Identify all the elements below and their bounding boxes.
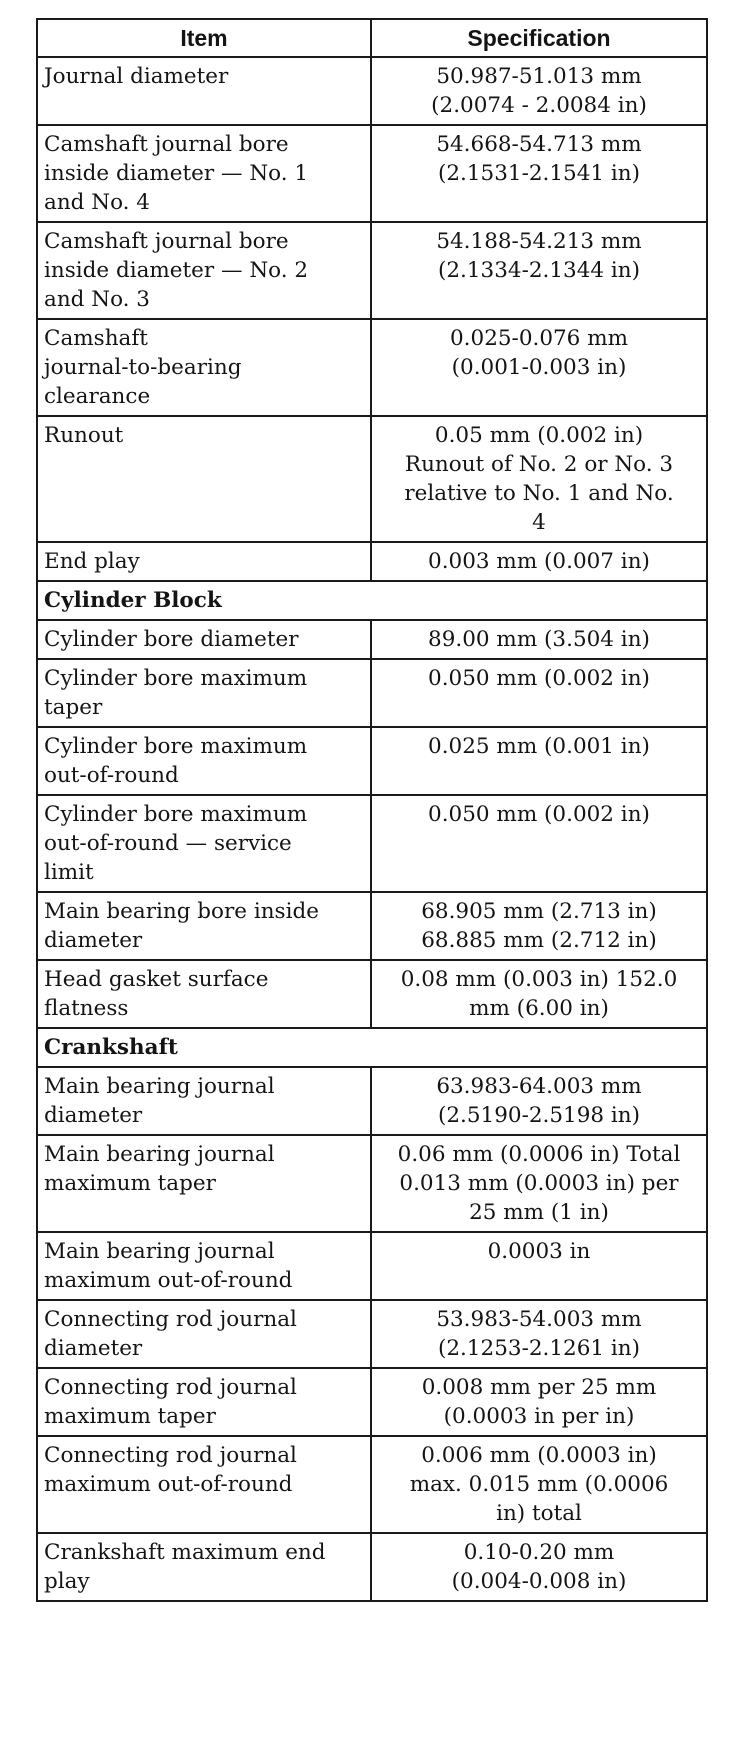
- spec-cell: 0.0003 in: [371, 1232, 707, 1300]
- item-cell: Camshaft journal-to-bearing clearance: [37, 319, 371, 416]
- table-row: [37, 542, 707, 581]
- item-cell: Main bearing bore inside diameter: [37, 892, 371, 960]
- item-cell: Connecting rod journal maximum taper: [37, 1368, 371, 1436]
- item-cell: Camshaft journal bore inside diameter — No. 1 and No. 4: [37, 125, 371, 222]
- table-row: [37, 659, 707, 727]
- section-heading-cylinder-block: Cylinder Block: [37, 581, 707, 620]
- spec-cell: 54.188-54.213 mm (2.1334-2.1344 in): [371, 222, 707, 319]
- table-row: [37, 620, 707, 659]
- item-cell: Runout: [37, 416, 371, 542]
- item-cell: Crankshaft maximum end play: [37, 1533, 371, 1601]
- table-row: [37, 222, 707, 319]
- item-cell: Cylinder bore maximum out-of-round — service limit: [37, 795, 371, 892]
- spec-cell: 0.025 mm (0.001 in): [371, 727, 707, 795]
- item-cell: Head gasket surface flatness: [37, 960, 371, 1028]
- item-cell: Main bearing journal maximum taper: [37, 1135, 371, 1232]
- spec-cell: 0.08 mm (0.003 in) 152.0 mm (6.00 in): [371, 960, 707, 1028]
- spec-cell: 54.668-54.713 mm (2.1531-2.1541 in): [371, 125, 707, 222]
- table-row: [37, 125, 707, 222]
- item-cell: Connecting rod journal maximum out-of-round: [37, 1436, 371, 1533]
- table-row: [37, 1436, 707, 1533]
- table-row: [37, 57, 707, 125]
- specification-table: [36, 18, 708, 1602]
- item-cell: Main bearing journal maximum out-of-round: [37, 1232, 371, 1300]
- spec-cell: 89.00 mm (3.504 in): [371, 620, 707, 659]
- table-row: [37, 1232, 707, 1300]
- specification-column-header: Specification: [371, 19, 707, 57]
- table-row: [37, 960, 707, 1028]
- spec-cell: 50.987-51.013 mm (2.0074 - 2.0084 in): [371, 57, 707, 125]
- item-cell: Cylinder bore maximum out-of-round: [37, 727, 371, 795]
- spec-cell: 0.025-0.076 mm (0.001-0.003 in): [371, 319, 707, 416]
- spec-cell: 0.06 mm (0.0006 in) Total 0.013 mm (0.0003 in) per 25 mm (1 in): [371, 1135, 707, 1232]
- item-cell: Main bearing journal diameter: [37, 1067, 371, 1135]
- table-row: [37, 1067, 707, 1135]
- table-row: [37, 1368, 707, 1436]
- table-row: [37, 319, 707, 416]
- item-cell: Cylinder bore maximum taper: [37, 659, 371, 727]
- table-row: [37, 1135, 707, 1232]
- spec-cell: 63.983-64.003 mm (2.5190-2.5198 in): [371, 1067, 707, 1135]
- item-cell: Camshaft journal bore inside diameter — No. 2 and No. 3: [37, 222, 371, 319]
- item-column-header: Item: [37, 19, 371, 57]
- spec-cell: 0.05 mm (0.002 in) Runout of No. 2 or No. 3 relative to No. 1 and No. 4: [371, 416, 707, 542]
- section-row: [37, 1028, 707, 1067]
- spec-cell: 0.008 mm per 25 mm (0.0003 in per in): [371, 1368, 707, 1436]
- table-row: [37, 1533, 707, 1601]
- spec-cell: 68.905 mm (2.713 in) 68.885 mm (2.712 in): [371, 892, 707, 960]
- table-row: [37, 795, 707, 892]
- spec-cell: 0.050 mm (0.002 in): [371, 659, 707, 727]
- item-cell: End play: [37, 542, 371, 581]
- table-row: [37, 1300, 707, 1368]
- section-heading-crankshaft: Crankshaft: [37, 1028, 707, 1067]
- section-row: [37, 581, 707, 620]
- item-cell: Connecting rod journal diameter: [37, 1300, 371, 1368]
- header-row: [37, 19, 707, 57]
- spec-cell: 0.10-0.20 mm (0.004-0.008 in): [371, 1533, 707, 1601]
- spec-cell: 53.983-54.003 mm (2.1253-2.1261 in): [371, 1300, 707, 1368]
- spec-cell: 0.050 mm (0.002 in): [371, 795, 707, 892]
- table-row: [37, 416, 707, 542]
- item-cell: Cylinder bore diameter: [37, 620, 371, 659]
- table-row: [37, 727, 707, 795]
- spec-cell: 0.006 mm (0.0003 in) max. 0.015 mm (0.0006 in) total: [371, 1436, 707, 1533]
- item-cell: Journal diameter: [37, 57, 371, 125]
- spec-cell: 0.003 mm (0.007 in): [371, 542, 707, 581]
- table-row: [37, 892, 707, 960]
